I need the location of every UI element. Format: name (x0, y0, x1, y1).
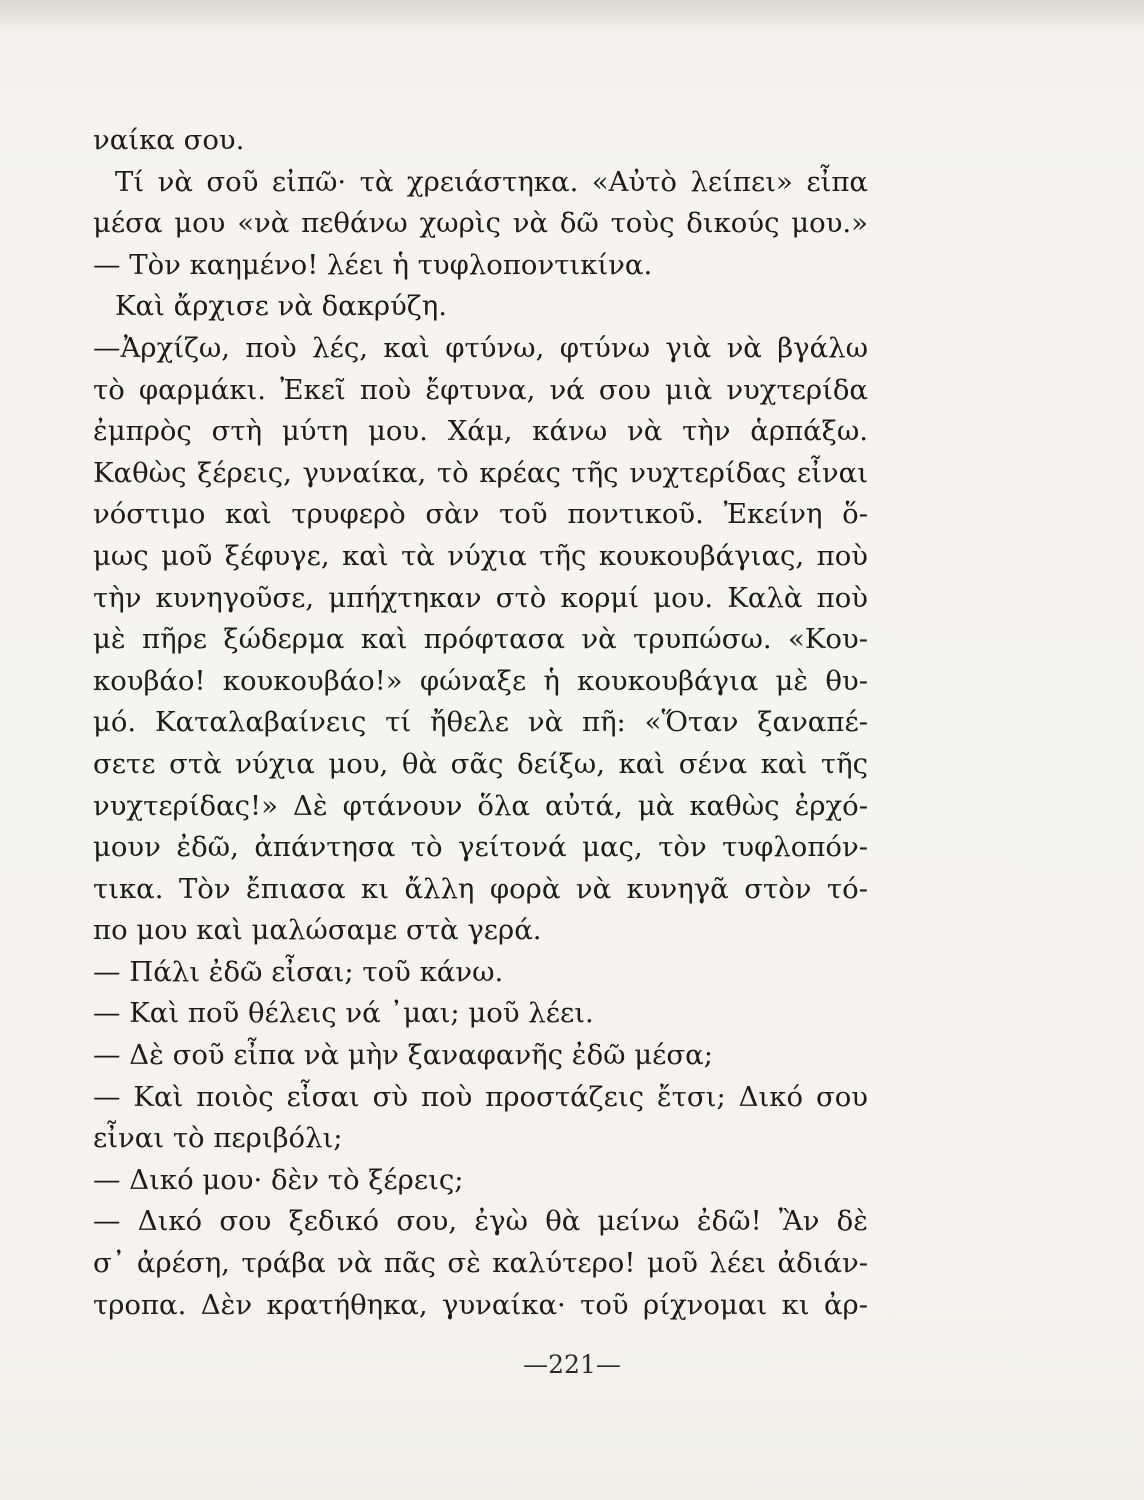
text-line: ναίκα σου. (93, 124, 245, 156)
text-line: Τί νὰ σοῦ εἰπῶ· τὰ χρειάστηκα. «Αὐτὸ λείπει» εἶπα (115, 165, 868, 198)
text-line: ἐμπρὸς στὴ μύτη μου. Χάμ, κάνω νὰ τὴν ἁρπάξω. (93, 415, 868, 448)
text-line: τὴν κυνηγοῦσε, μπήχτηκαν στὸ κορμί μου. Καλὰ ποὺ (93, 581, 868, 614)
text-line: Καθὼς ξέρεις, γυναίκα, τὸ κρέας τῆς νυχτερίδας εἶναι (93, 456, 868, 489)
text-line: — Τὸν καημένο! λέει ἡ τυφλοποντικίνα. (93, 248, 653, 281)
text-line: σετε στὰ νύχια μου, θὰ σᾶς δείξω, καὶ σένα καὶ τῆς (93, 747, 868, 780)
text-line: μως μοῦ ξέφυγε, καὶ τὰ νύχια τῆς κουκουβάγιας, ποὺ (93, 539, 868, 572)
text-line: πο μου καὶ μαλώσαμε στὰ γερά. (93, 914, 542, 947)
text-line: εἶναι τὸ περιβόλι; (93, 1122, 343, 1155)
page-number: —221— (523, 1350, 621, 1379)
text-line: μό. Καταλαβαίνεις τί ἤθελε νὰ πῆ: «Ὅταν ξαναπέ- (93, 706, 868, 739)
text-line: νυχτερίδας!» Δὲ φτάνουν ὅλα αὐτά, μὰ καθὼς ἐρχό- (93, 789, 868, 822)
text-line: τροπα. Δὲν κρατήθηκα, γυναίκα· τοῦ ρίχνομαι κι ἀρ- (93, 1288, 868, 1321)
text-line: — Δὲ σοῦ εἶπα νὰ μὴν ξαναφανῆς ἐδῶ μέσα; (93, 1039, 714, 1072)
text-line: σ᾿ ἀρέση, τράβα νὰ πᾶς σὲ καλύτερο! μοῦ λέει ἀδιάν- (93, 1247, 868, 1280)
text-line: τὸ φαρμάκι. Ἐκεῖ ποὺ ἔφτυνα, νά σου μιὰ νυχτερίδα (93, 373, 868, 406)
text-line: μέσα μου «νὰ πεθάνω χωρὶς νὰ δῶ τοὺς δικούς μου.» (93, 207, 868, 240)
text-line: νόστιμο καὶ τρυφερὸ σὰν τοῦ ποντικοῦ. Ἐκείνη ὅ- (93, 498, 868, 531)
text-line: τικα. Τὸν ἔπιασα κι ἄλλη φορὰ νὰ κυνηγᾶ στὸν τό- (93, 872, 868, 905)
body-text (93, 120, 868, 1326)
text-line: μουν ἐδῶ, ἀπάντησα τὸ γείτονά μας, τὸν τυφλοπόν- (93, 831, 868, 864)
text-line: — Δικό μου· δὲν τὸ ξέρεις; (93, 1163, 464, 1196)
text-line: — Πάλι ἐδῶ εἶσαι; τοῦ κάνω. (93, 955, 504, 988)
text-line: Καὶ ἄρχισε νὰ δακρύζη. (115, 290, 447, 323)
page-top-shadow (0, 0, 1144, 28)
text-line: κουβάο! κουκουβάο!» φώναξε ἡ κουκουβάγια μὲ θυ- (93, 664, 868, 697)
text-line: — Καὶ ποιὸς εἶσαι σὺ ποὺ προστάζεις ἔτσι; Δικό σου (93, 1080, 868, 1113)
text-line: —Ἀρχίζω, ποὺ λές, καὶ φτύνω, φτύνω γιὰ νὰ βγάλω (93, 331, 868, 364)
text-line: — Δικό σου ξεδικό σου, ἐγὼ θὰ μείνω ἐδῶ! Ἂν δὲ (93, 1205, 868, 1238)
text-line: μὲ πῆρε ξώδερμα καὶ πρόφτασα νὰ τρυπώσω. «Κου- (93, 623, 868, 656)
text-line: — Καὶ ποῦ θέλεις νά ᾿μαι; μοῦ λέει. (93, 997, 594, 1030)
